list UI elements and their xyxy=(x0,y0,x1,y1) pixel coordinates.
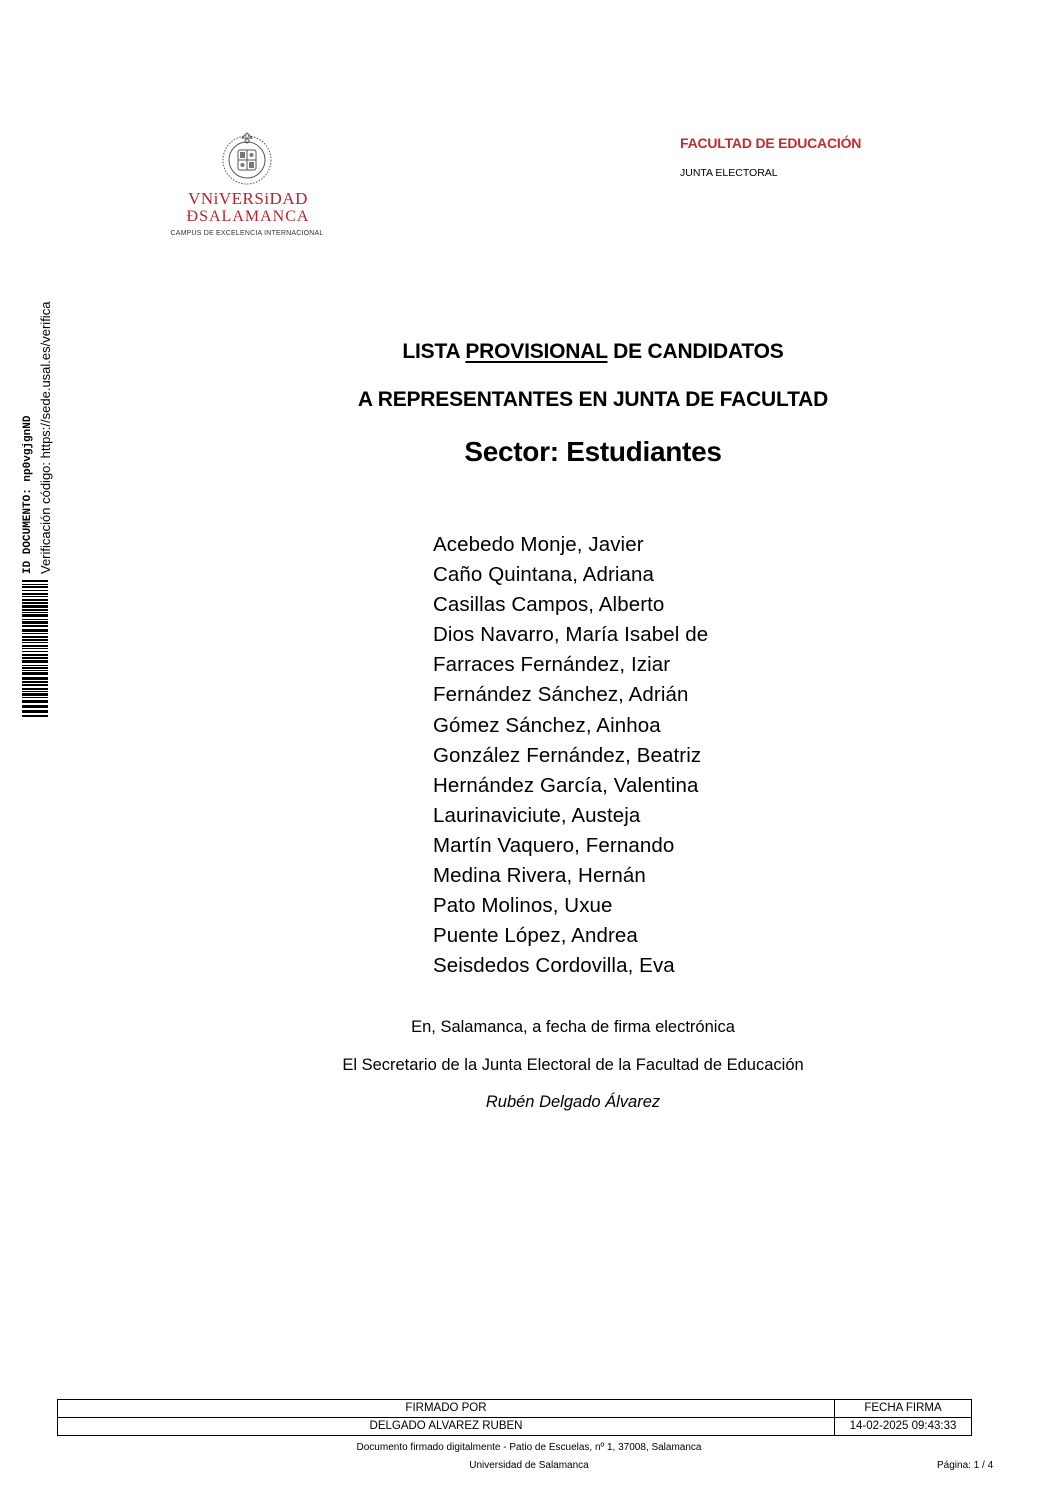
barcode-icon xyxy=(22,580,48,718)
list-item: Casillas Campos, Alberto xyxy=(433,593,665,617)
candidate-list xyxy=(433,530,708,981)
footer-address: Documento firmado digitalmente - Patio de Escuelas, nº 1, 37008, Salamanca xyxy=(356,1442,702,1453)
signer-name-cell: DELGADO ALVAREZ RUBEN xyxy=(58,1418,835,1436)
faculty-heading: FACULTAD DE EDUCACIÓN xyxy=(680,135,862,151)
unit-heading: JUNTA ELECTORAL xyxy=(680,167,778,179)
list-item: Seisdedos Cordovilla, Eva xyxy=(433,954,675,978)
document-id-label: ID DOCUMENTO: np0vgjgnND xyxy=(22,415,34,574)
verification-url: Verificación código: https://sede.usal.es/verifica xyxy=(38,301,53,574)
sector-heading: Sector: Estudiantes xyxy=(464,436,722,467)
list-item: Acebedo Monje, Javier xyxy=(433,533,644,556)
list-item: Dios Navarro, María Isabel de xyxy=(433,623,709,647)
list-item: Pato Molinos, Uxue xyxy=(433,894,613,918)
list-item: Caño Quintana, Adriana xyxy=(433,563,655,587)
university-crest-icon xyxy=(218,130,276,188)
secretary-line: El Secretario de la Junta Electoral de la Facultad de Educación xyxy=(342,1056,804,1074)
list-item: González Fernández, Beatriz xyxy=(433,743,702,767)
list-item: Fernández Sánchez, Adrián xyxy=(433,683,689,707)
title-underlined-word: PROVISIONAL xyxy=(465,340,608,363)
title-line1-pre: LISTA xyxy=(402,340,466,363)
list-item: Medina Rivera, Hernán xyxy=(433,864,646,888)
logo-campus-tagline: CAMPUS DE EXCELENCIA INTERNACIONAL xyxy=(170,230,324,237)
list-item: Laurinaviciute, Austeja xyxy=(433,803,641,827)
list-item: Hernández García, Valentina xyxy=(433,773,699,797)
place-date-line: En, Salamanca, a fecha de firma electrónica xyxy=(411,1018,735,1036)
logo-wordmark-line1: VNiVERSiDAD xyxy=(188,189,308,208)
list-item: Martín Vaquero, Fernando xyxy=(433,833,675,857)
footer-university: Universidad de Salamanca xyxy=(469,1460,589,1471)
title-line1 xyxy=(0,340,1058,364)
list-item: Farraces Fernández, Iziar xyxy=(433,653,671,677)
signature-table xyxy=(57,1399,972,1436)
signed-by-header: FIRMADO POR xyxy=(58,1400,835,1418)
list-item: Gómez Sánchez, Ainhoa xyxy=(433,713,661,737)
table-row xyxy=(58,1418,972,1436)
signatory-name: Rubén Delgado Álvarez xyxy=(485,1093,661,1111)
page-number: Página: 1 / 4 xyxy=(937,1460,994,1471)
table-row xyxy=(58,1400,972,1418)
list-item: Puente López, Andrea xyxy=(433,924,638,948)
sign-date-header: FECHA FIRMA xyxy=(835,1400,972,1418)
logo-wordmark-line2: ÐSALAMANCA xyxy=(186,208,310,225)
title-line2: A REPRESENTANTES EN JUNTA DE FACULTAD xyxy=(357,388,829,411)
sign-date-cell: 14-02-2025 09:43:33 xyxy=(835,1418,972,1436)
title-line1-post: DE CANDIDATOS xyxy=(607,340,784,363)
